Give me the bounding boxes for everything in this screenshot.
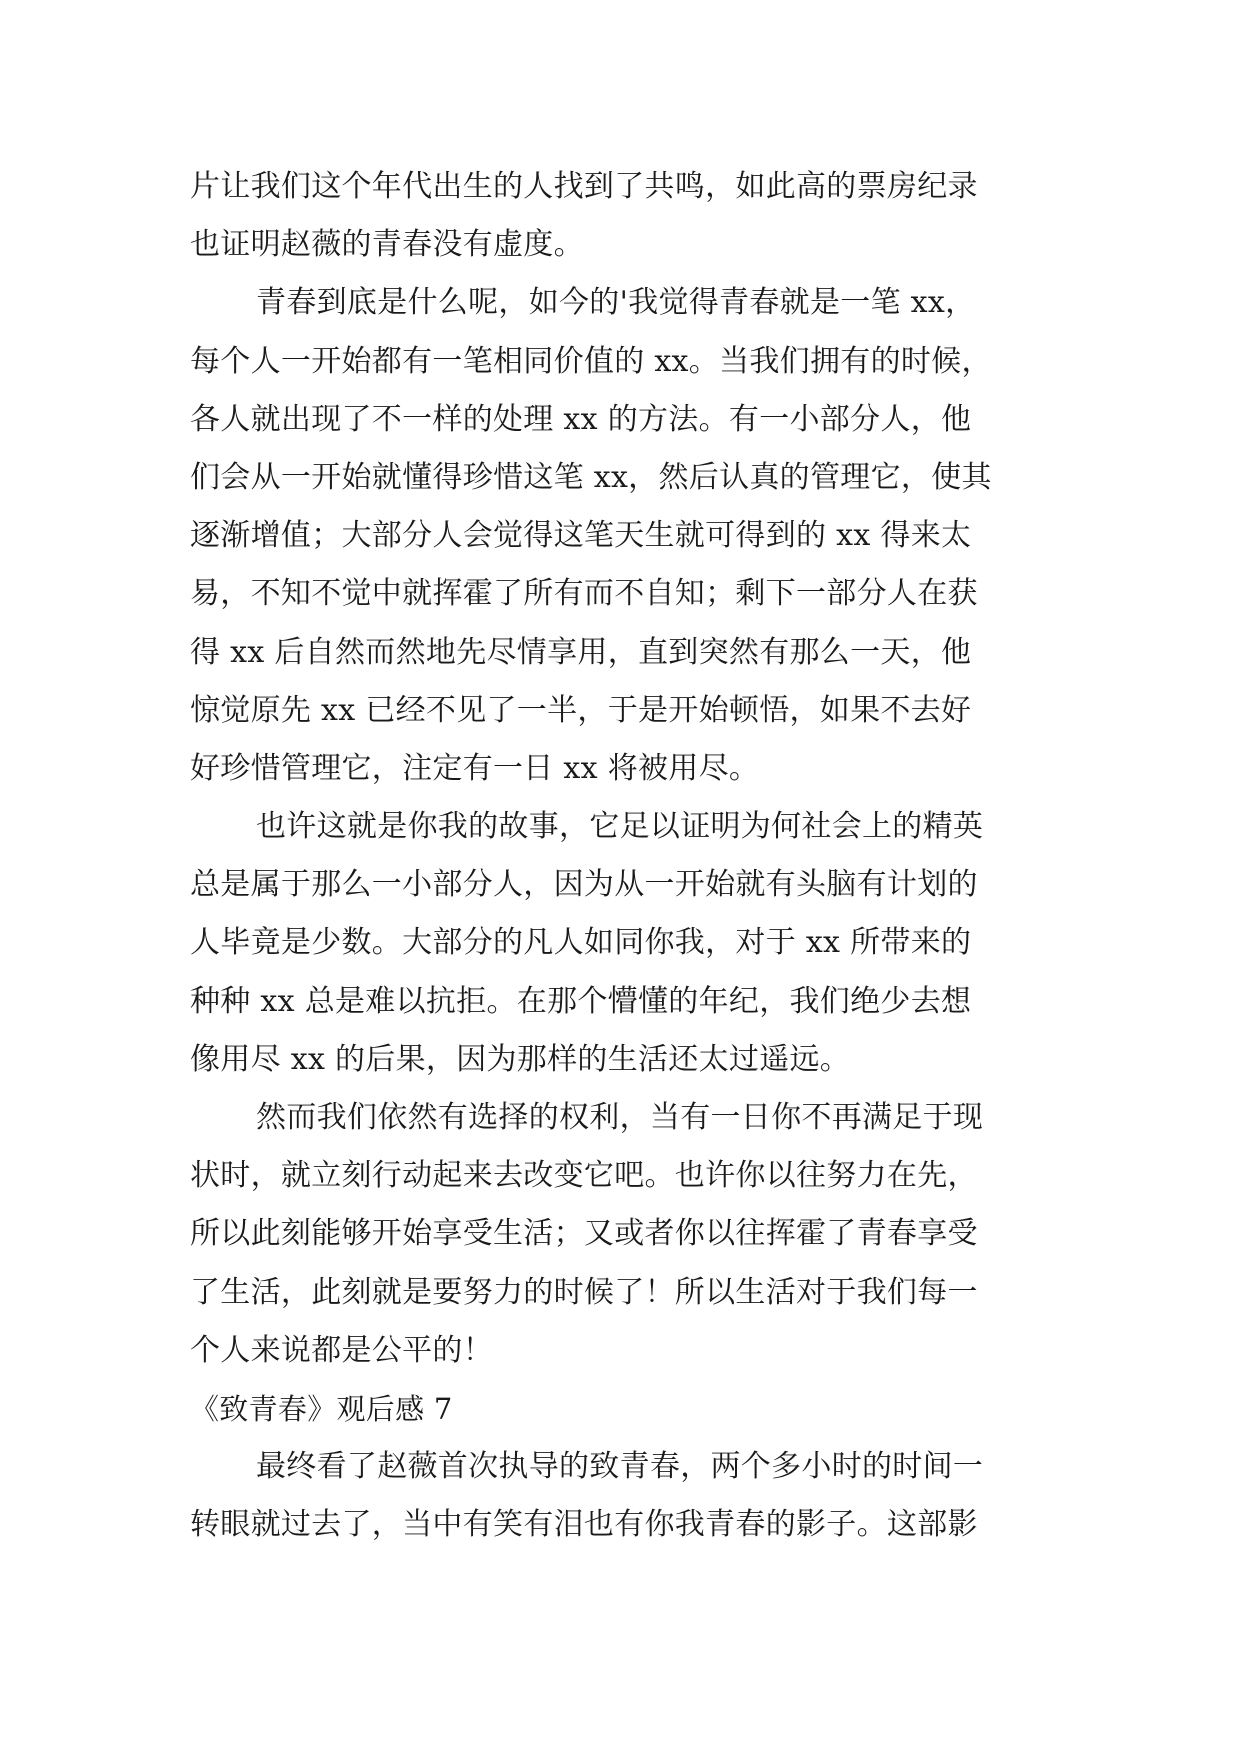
text-line: 得 xx 后自然而然地先尽情享用，直到突然有那么一天，他 (190, 634, 972, 670)
text-line: 每个人一开始都有一笔相同价值的 xx。当我们拥有的时候， (190, 343, 992, 379)
text-line: 好珍惜管理它，注定有一日 xx 将被用尽。 (190, 750, 760, 786)
text-line: 易，不知不觉中就挥霍了所有而不自知；剩下一部分人在获 (190, 576, 978, 612)
text-line: 个人来说都是公平的！ (190, 1332, 493, 1368)
text-line: 状时，就立刻行动起来去改变它吧。也许你以往努力在先， (190, 1158, 978, 1194)
paragraph-start-line: 青春到底是什么呢，如今的'我觉得青春就是一笔 xx， (256, 285, 976, 321)
paragraph-start-line: 最终看了赵薇首次执导的致青春，两个多小时的时间一 (256, 1449, 984, 1485)
text-line: 像用尽 xx 的后果，因为那样的生活还太过遥远。 (190, 1041, 851, 1077)
text-line: 总是属于那么一小部分人，因为从一开始就有头脑有计划的 (190, 867, 978, 903)
paragraph-start-line: 也许这就是你我的故事，它足以证明为何社会上的精英 (256, 809, 984, 845)
text-line: 了生活，此刻就是要努力的时候了！所以生活对于我们每一 (190, 1274, 978, 1310)
text-line: 逐渐增值；大部分人会觉得这笔天生就可得到的 xx 得来太 (190, 518, 972, 554)
text-line: 转眼就过去了，当中有笑有泪也有你我青春的影子。这部影 (190, 1507, 978, 1543)
paragraph-start-line: 然而我们依然有选择的权利，当有一日你不再满足于现 (256, 1100, 984, 1135)
text-line: 人毕竟是少数。大部分的凡人如同你我，对于 xx 所带来的 (190, 925, 972, 961)
document-body (190, 158, 1052, 1555)
text-line: 也证明赵薇的青春没有虚度。 (190, 227, 584, 263)
text-line: 片让我们这个年代出生的人找到了共鸣，如此高的票房纪录 (190, 169, 978, 204)
text-line: 惊觉原先 xx 已经不见了一半，于是开始顿悟，如果不去好 (190, 692, 972, 728)
section-heading: 《致青春》观后感 7 (190, 1391, 453, 1426)
text-line: 种种 xx 总是难以抗拒。在那个懵懂的年纪，我们绝少去想 (190, 983, 972, 1019)
text-line: 所以此刻能够开始享受生活；又或者你以往挥霍了青春享受 (190, 1216, 978, 1252)
text-line: 们会从一开始就懂得珍惜这笔 xx，然后认真的管理它，使其 (190, 459, 992, 495)
text-line: 各人就出现了不一样的处理 xx 的方法。有一小部分人，他 (190, 401, 972, 437)
